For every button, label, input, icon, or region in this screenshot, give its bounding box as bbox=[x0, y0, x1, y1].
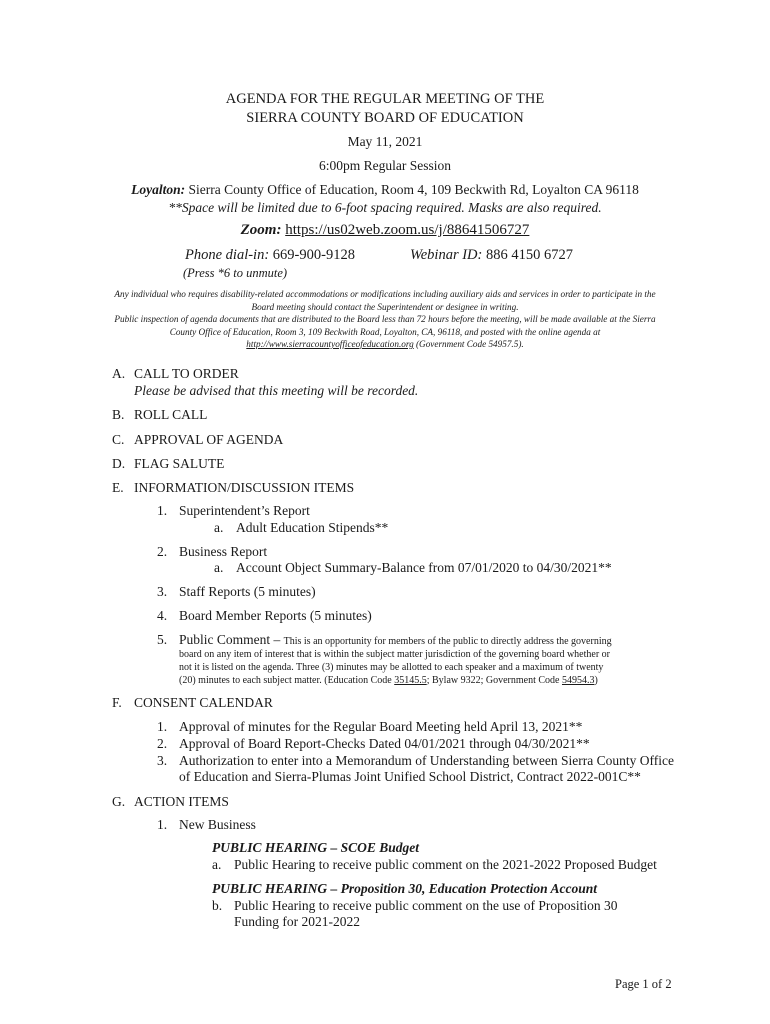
item-g: G. ACTION ITEMS bbox=[112, 794, 229, 809]
item-f2: 2. Approval of Board Report-Checks Dated 04/01/2021 through 04/30/2021** bbox=[157, 736, 590, 751]
webinar-label: Webinar ID: bbox=[410, 247, 486, 263]
public-hearing-budget-title: PUBLIC HEARING – SCOE Budget bbox=[212, 840, 420, 855]
item-e3: 3. Staff Reports (5 minutes) bbox=[157, 584, 316, 599]
public-hearing-prop30-continued: Funding for 2021-2022 bbox=[234, 914, 360, 929]
zoom-line bbox=[0, 222, 770, 239]
press-note: (Press *6 to unmute) bbox=[183, 266, 288, 280]
item-e1a: a. Adult Education Stipends** bbox=[214, 520, 389, 535]
item-f1: 1. Approval of minutes for the Regular Board Meeting held April 13, 2021** bbox=[157, 719, 583, 734]
public-hearing-prop30-item: b. Public Hearing to receive public comment on the use of Proposition 30 bbox=[212, 898, 618, 913]
item-f3-continued: of Education and Sierra-Plumas Joint Unified School District, Contract 2022-001C** bbox=[179, 769, 641, 784]
webinar-id bbox=[410, 247, 573, 264]
item-a-note: Please be advised that this meeting will be recorded. bbox=[134, 383, 419, 398]
item-c: C. APPROVAL OF AGENDA bbox=[112, 432, 284, 447]
government-code-link[interactable]: 54954.3 bbox=[561, 675, 595, 686]
notice-line-3: Public inspection of agenda documents that are distributed to the Board less than 72 hours before the meeting, will be made available at the Sierra bbox=[114, 314, 656, 324]
title-line-2: SIERRA COUNTY BOARD OF EDUCATION bbox=[246, 110, 524, 126]
item-a: A. CALL TO ORDER bbox=[112, 366, 239, 381]
item-f3: 3. Authorization to enter into a Memorandum of Understanding between Sierra County Office bbox=[157, 753, 674, 768]
zoom-label: Zoom: bbox=[240, 222, 282, 238]
page-number: Page 1 of 2 bbox=[615, 977, 672, 991]
item-e4: 4. Board Member Reports (5 minutes) bbox=[157, 608, 372, 623]
item-e2a: a. Account Object Summary-Balance from 07/01/2020 to 04/30/2021** bbox=[214, 560, 612, 575]
zoom-link[interactable]: https://us02web.zoom.us/j/88641506727 bbox=[285, 222, 530, 238]
location-label: Loyalton: bbox=[131, 182, 186, 197]
notice-link[interactable]: http://www.sierracountyofficeofeducation.org bbox=[246, 339, 414, 349]
phone-dial-in bbox=[185, 247, 355, 264]
agenda-title bbox=[0, 90, 770, 128]
item-g1: 1. New Business bbox=[157, 817, 256, 832]
notice-line-4: County Office of Education, Room 3, 109 Beckwith Road, Loyalton, CA, 96118, and posted with the online agenda at bbox=[169, 326, 601, 337]
meeting-location bbox=[0, 181, 770, 217]
meeting-date: May 11, 2021 bbox=[347, 134, 423, 149]
item-e: E. INFORMATION/DISCUSSION ITEMS bbox=[112, 480, 355, 495]
notice-line-2: Board meeting should contact the Superintendent or designee in writing. bbox=[251, 301, 519, 312]
phone-label: Phone dial-in: bbox=[185, 247, 273, 263]
public-hearing-budget-item: a. Public Hearing to receive public comment on the 2021-2022 Proposed Budget bbox=[212, 857, 657, 872]
item-e5-description: board on any item of interest that is within the subject matter jurisdiction of the governing board whether or not it is listed on the agenda. Three (3) minutes may be allotted to each speaker and a maximum of twenty (20) minutes to each subject matter. (Education Code 35145.5; Bylaw 9322; Government Code 54954.3) bbox=[179, 649, 611, 686]
item-d: D. FLAG SALUTE bbox=[112, 456, 225, 471]
public-hearing-prop30-title: PUBLIC HEARING – Proposition 30, Education Protection Account bbox=[212, 881, 598, 896]
notice-line-1: Any individual who requires disability-related accommodations or modifications including auxiliary aids and services in order to participate in the bbox=[114, 289, 656, 299]
meeting-session: 6:00pm Regular Session bbox=[319, 158, 451, 173]
item-e1: 1. Superintendent’s Report bbox=[157, 503, 310, 518]
item-b: B. ROLL CALL bbox=[112, 407, 208, 422]
notice-code: (Government Code 54957.5). bbox=[413, 339, 524, 349]
item-e5: 5. Public Comment – This is an opportunity for members of the public to directly address the governing bbox=[157, 632, 612, 647]
space-note: **Space will be limited due to 6-foot spacing required. Masks are also required. bbox=[168, 200, 602, 215]
webinar-number: 886 4150 6727 bbox=[485, 247, 573, 263]
phone-number: 669-900-9128 bbox=[272, 247, 355, 263]
location-text: Sierra County Office of Education, Room 4, 109 Beckwith Rd, Loyalton CA 96118 bbox=[185, 182, 639, 197]
item-f: F. CONSENT CALENDAR bbox=[112, 695, 273, 710]
item-e2: 2. Business Report bbox=[157, 544, 268, 559]
education-code-link[interactable]: 35145.5 bbox=[394, 675, 427, 686]
title-line-1: AGENDA FOR THE REGULAR MEETING OF THE bbox=[225, 91, 545, 107]
accessibility-notice bbox=[80, 288, 690, 351]
